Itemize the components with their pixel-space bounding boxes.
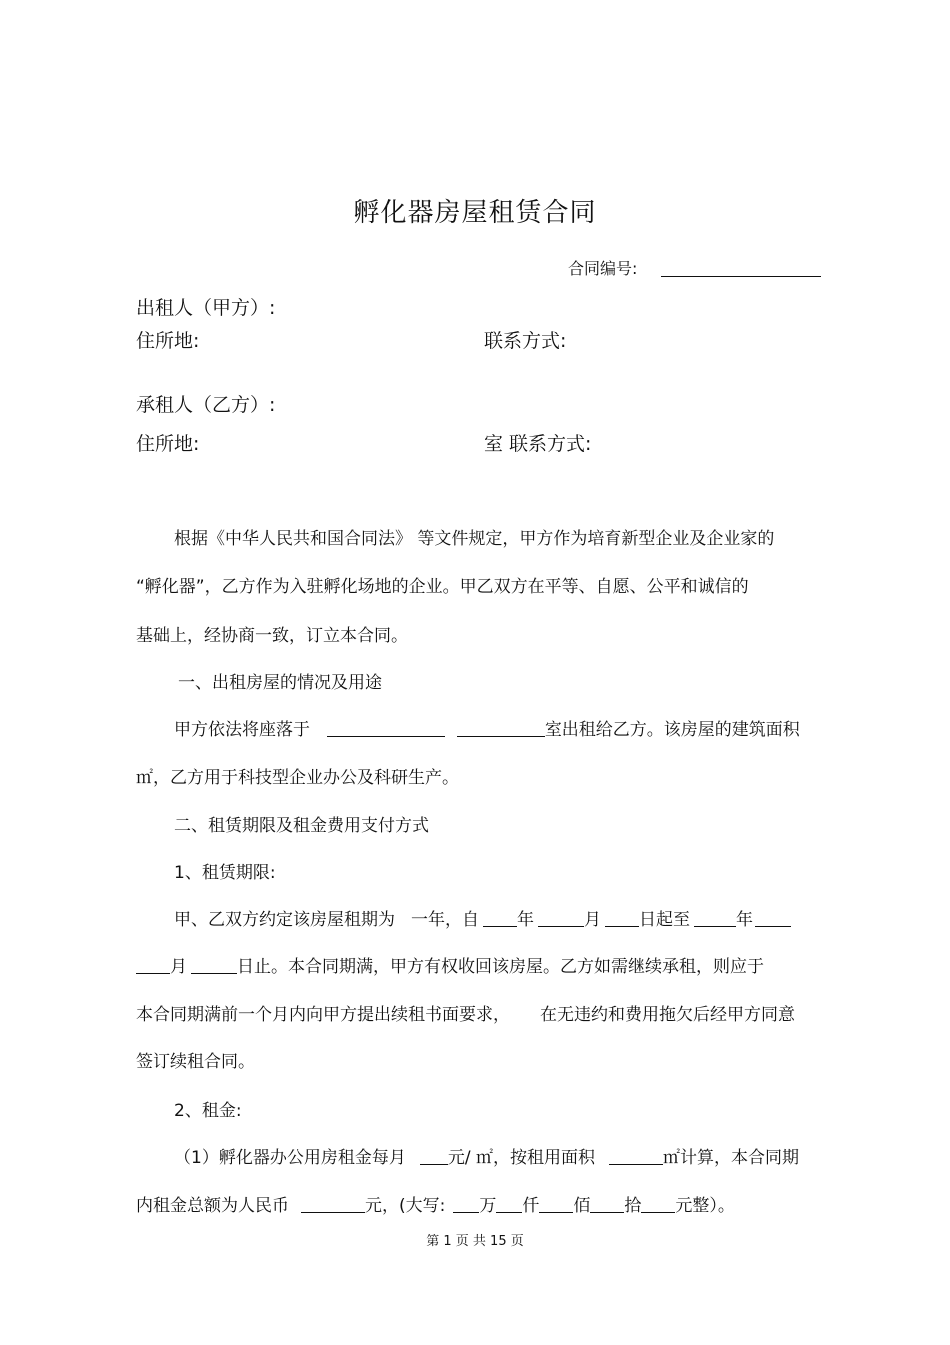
rent-a: （1）孵化器办公用房租金每月 (174, 1148, 406, 1168)
term-line4: 签订续租合同。 (136, 1052, 255, 1072)
rent-qian: 仟 (522, 1196, 540, 1216)
section2-heading: 二、租赁期限及租金费用支付方式 (174, 816, 429, 836)
rent-line1 (174, 1143, 799, 1168)
rent-shi: 拾 (624, 1196, 642, 1216)
term-line3 (136, 1000, 795, 1025)
rent-b: 元/ ㎡，按租用面积 (447, 1148, 595, 1168)
location-blank-2 (457, 722, 545, 737)
page-title: 孵化器房屋租赁合同 (353, 198, 597, 228)
term-line1 (174, 905, 791, 930)
lessor-contact-label: 联系方式: (484, 330, 567, 352)
section1-line1-b: 室出租给乙方。该房屋的建筑面积 (544, 720, 800, 740)
rent-wan: 万 (479, 1196, 497, 1216)
lessor-label: 出租人（甲方）: (136, 297, 276, 319)
start-month-label: 月 (584, 910, 601, 930)
rent-bai-blank (539, 1198, 573, 1213)
end-year-tail-blank (755, 912, 791, 927)
rent-end: 元整）。 (675, 1196, 735, 1216)
contract-number-blank (661, 260, 821, 277)
end-month-label: 月 (170, 957, 187, 977)
start-year-blank (483, 912, 517, 927)
lessee-contact-label: 室 联系方式: (484, 433, 592, 455)
rent-c: ㎡计算，本合同期 (662, 1148, 799, 1168)
para1-line2: “孵化器”，乙方作为入驻孵化场地的企业。甲乙双方在平等、自愿、公平和诚信的 (136, 577, 749, 597)
rent-shi-blank (590, 1198, 624, 1213)
end-year-blank (694, 912, 736, 927)
location-blank-1 (327, 722, 445, 737)
lessee-label: 承租人（乙方）: (136, 394, 276, 416)
end-year-label: 年 (736, 910, 753, 930)
term-line3-b: 在无违约和费用拖欠后经甲方同意 (540, 1005, 795, 1025)
rent-yuan-blank (641, 1198, 675, 1213)
para1-line1: 根据《中华人民共和国合同法》 等文件规定，甲方作为培育新型企业及企业家的 (174, 529, 775, 549)
section1-line1-a: 甲方依法将座落于 (174, 720, 310, 740)
end-month-blank (136, 959, 170, 974)
end-day-label: 日止。本合同期满，甲方有权收回该房屋。乙方如需继续承租，则应于 (237, 957, 764, 977)
page-footer: 第 1 页 共 15 页 (426, 1234, 524, 1249)
term-line2 (136, 952, 764, 977)
rent-line2 (136, 1191, 735, 1216)
rent-line2-b: 元，(大写: (365, 1196, 446, 1216)
contract-number (568, 256, 821, 279)
section1-heading: 一、出租房屋的情况及用途 (178, 673, 382, 693)
term-b: 一年，自 (411, 910, 479, 930)
start-day-blank (605, 912, 639, 927)
lessee-address-label: 住所地: (136, 433, 200, 455)
section1-line2: ㎡，乙方用于科技型企业办公及科研生产。 (136, 768, 459, 788)
lessor-address-label: 住所地: (136, 330, 200, 352)
rent-qian-blank (496, 1198, 522, 1213)
rent-area-blank (609, 1150, 663, 1165)
section1-line1 (174, 715, 800, 740)
term-line3-a: 本合同期满前一个月内向甲方提出续租书面要求， (136, 1005, 510, 1025)
rent-total-blank (301, 1198, 365, 1213)
start-year-label: 年 (517, 910, 534, 930)
end-day-blank (191, 959, 237, 974)
term-a: 甲、乙双方约定该房屋租期为 (174, 910, 395, 930)
item2-heading: 2、租金: (174, 1101, 242, 1121)
start-month-blank (538, 912, 584, 927)
start-day-label: 日起至 (639, 910, 690, 930)
contract-number-label: 合同编号: (568, 259, 638, 278)
para1-line3: 基础上，经协商一致，订立本合同。 (136, 626, 408, 646)
rent-line2-a: 内租金总额为人民币 (136, 1196, 289, 1216)
rent-price-blank (420, 1150, 448, 1165)
item1-heading: 1、租赁期限: (174, 863, 276, 883)
rent-bai: 佰 (573, 1196, 591, 1216)
rent-wan-blank (453, 1198, 479, 1213)
